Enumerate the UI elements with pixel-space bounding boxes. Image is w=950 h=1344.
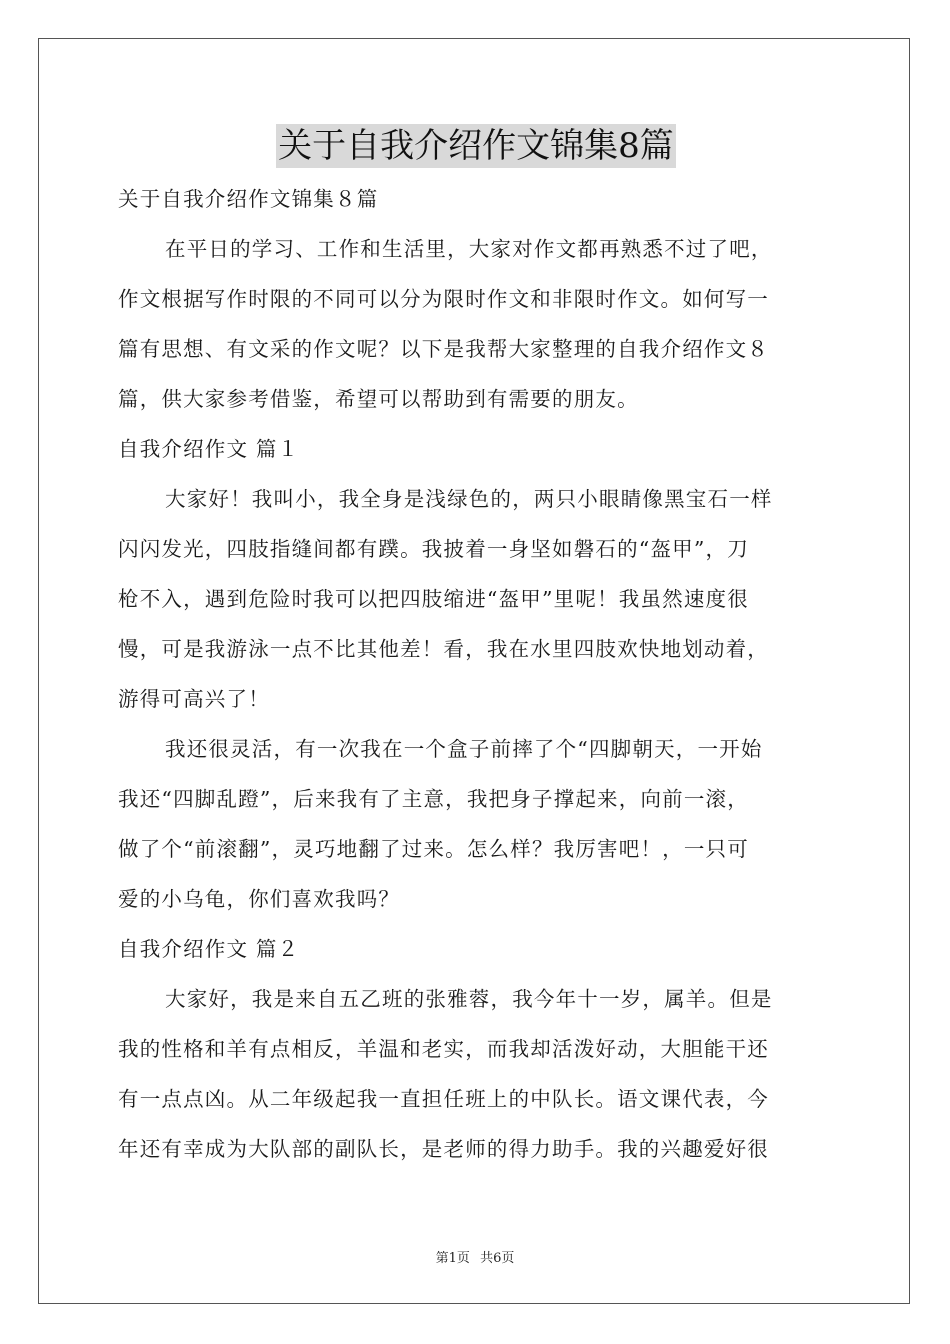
page-footer — [0, 1247, 950, 1266]
page-total: 共6页 — [480, 1251, 515, 1266]
text-line: 枪不入，遇到危险时我可以把四肢缩进“盔甲”里呢！我虽然速度很 — [118, 587, 749, 611]
text-line: 大家好，我是来自五乙班的张雅蓉，我今年十一岁，属羊。但是 — [165, 987, 773, 1011]
section1-paragraph-2 — [118, 724, 834, 924]
text-line: 大家好！我叫小，我全身是浅绿色的，两只小眼睛像黑宝石一样 — [165, 487, 773, 511]
text-line: 慢，可是我游泳一点不比其他差！看，我在水里四肢欢快地划动着， — [118, 637, 769, 661]
section-heading-1: 自我介绍作文 篇１ — [118, 437, 300, 461]
text-line: 我还很灵活，有一次我在一个盒子前摔了个“四脚朝天，一开始 — [165, 737, 763, 761]
text-line: 作文根据写作时限的不同可以分为限时作文和非限时作文。如何写一 — [118, 287, 769, 311]
text-line: 爱的小乌龟，你们喜欢我吗？ — [118, 887, 401, 911]
text-line: 游得可高兴了！ — [118, 687, 270, 711]
text-line: 年还有幸成为大队部的副队长，是老师的得力助手。我的兴趣爱好很 — [118, 1137, 769, 1161]
text-line: 有一点点凶。从二年级起我一直担任班上的中队长。语文课代表，今 — [118, 1087, 769, 1111]
section2-paragraph-1 — [118, 974, 834, 1174]
document-subtitle: 关于自我介绍作文锦集８篇 — [118, 187, 379, 211]
document-title: 关于自我介绍作文锦集8篇 — [278, 126, 674, 166]
page-number: 第1页 — [435, 1251, 470, 1266]
section-heading-2: 自我介绍作文 篇２ — [118, 937, 300, 961]
document-body — [118, 124, 834, 1174]
text-line: 我的性格和羊有点相反，羊温和老实，而我却活泼好动，大胆能干还 — [118, 1037, 769, 1061]
text-line: 闪闪发光，四肢指缝间都有蹼。我披着一身坚如磐石的“盔甲”，刀 — [118, 537, 749, 561]
text-line: 篇有思想、有文采的作文呢？以下是我帮大家整理的自我介绍作文８ — [118, 337, 769, 361]
text-line: 篇，供大家参考借鉴，希望可以帮助到有需要的朋友。 — [118, 387, 639, 411]
title-block — [118, 124, 834, 174]
text-line: 我还“四脚乱蹬”，后来我有了主意，我把身子撑起来，向前一滚， — [118, 787, 749, 811]
section1-paragraph-1 — [118, 474, 834, 724]
text-line: 在平日的学习、工作和生活里，大家对作文都再熟悉不过了吧， — [165, 237, 773, 261]
text-line: 做了个“前滚翻”，灵巧地翻了过来。怎么样？我厉害吧！，一只可 — [118, 837, 749, 861]
intro-paragraph — [118, 224, 834, 424]
